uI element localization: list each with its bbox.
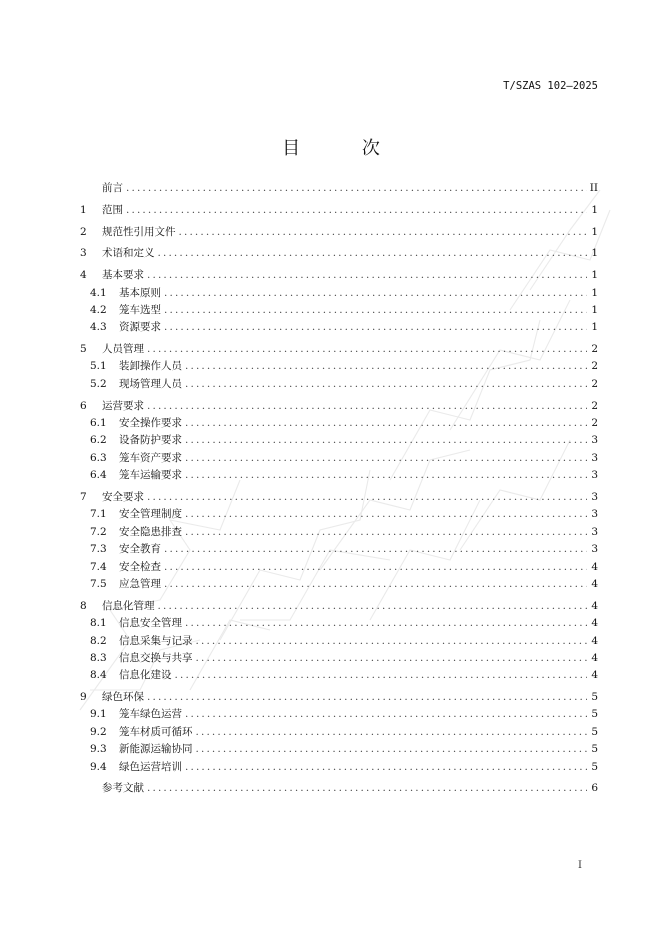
toc-entry[interactable] [80,524,598,541]
toc-entry-page: 2 [591,377,598,390]
toc-entry[interactable] [80,341,598,358]
dot-leader [196,741,588,758]
toc-entry-number: 6.3 [90,451,107,464]
toc-entry-page: 2 [591,343,598,356]
document-id: T/SZAS 102—2025 [503,80,598,92]
dot-leader [164,285,587,302]
toc-entry-page: 4 [591,651,598,664]
toc-entry-number: 2 [80,225,87,238]
toc-entry-number: 8.1 [90,617,107,630]
toc-entry-page: 1 [591,269,598,282]
toc-entry-number: 6.4 [90,469,107,482]
toc-entry[interactable] [80,506,598,523]
toc-entry-label: 安全隐患排查 [119,525,182,538]
dot-leader [196,650,588,667]
toc-entry-page: 3 [591,543,598,556]
toc-entry-page: 4 [591,560,598,573]
toc-entry[interactable] [80,467,598,484]
toc-entry-page: 5 [591,708,598,721]
toc-entry-page: 1 [591,303,598,316]
dot-leader [147,267,587,284]
toc-entry-page: 3 [591,434,598,447]
toc-entry-label: 信息化管理 [102,599,155,612]
dot-leader [158,598,588,615]
toc-entry[interactable] [80,706,598,723]
dot-leader [185,467,587,484]
toc-entry-label: 安全要求 [102,490,144,503]
toc-entry[interactable] [80,576,598,593]
dot-leader [185,358,587,375]
toc-entry-label: 安全管理制度 [119,508,182,521]
toc-entry-label: 笼车选型 [119,303,161,316]
toc-entry-number: 7.3 [90,543,107,556]
toc-entry-number: 8.3 [90,651,107,664]
toc-entry-number: 8 [80,599,87,612]
toc-entry-number: 7.4 [90,560,107,573]
dot-leader [185,376,587,393]
toc-entry-page: 1 [591,247,598,260]
dot-leader [185,415,587,432]
toc-entry[interactable] [80,559,598,576]
toc-entry[interactable] [80,689,598,706]
dot-leader [196,724,588,741]
toc-entry[interactable] [80,245,598,262]
toc-entry[interactable] [80,358,598,375]
table-of-contents [80,180,598,798]
toc-entry-label: 信息安全管理 [119,617,182,630]
toc-entry-label: 信息化建设 [119,669,172,682]
toc-entry-page: 5 [591,725,598,738]
toc-entry-number: 4.2 [90,303,107,316]
toc-entry[interactable] [80,202,598,219]
toc-entry-label: 笼车材质可循环 [119,725,193,738]
toc-entry-page: 2 [591,399,598,412]
dot-leader [185,524,587,541]
toc-entry[interactable] [80,224,598,241]
toc-entry-label: 基本原则 [119,286,161,299]
toc-entry-page: 6 [591,782,598,795]
toc-entry-label: 绿色环保 [102,691,144,704]
toc-entry-label: 设备防护要求 [119,434,182,447]
toc-entry-page: 4 [591,617,598,630]
toc-entry-label: 笼车资产要求 [119,451,182,464]
toc-entry-label: 范围 [102,203,123,216]
toc-entry-label: 安全检查 [119,560,161,573]
toc-entry-label: 装卸操作人员 [119,360,182,373]
toc-entry-number: 6 [80,399,87,412]
dot-leader [147,780,587,797]
toc-entry-page: 1 [591,225,598,238]
toc-entry-label: 前言 [102,182,123,194]
dot-leader [147,341,587,358]
toc-entry[interactable] [80,724,598,741]
dot-leader [175,667,588,684]
toc-entry[interactable] [80,780,598,797]
toc-entry-label: 笼车运输要求 [119,469,182,482]
toc-entry-number: 7.5 [90,577,107,590]
toc-entry[interactable] [80,267,598,284]
toc-entry-label: 人员管理 [102,343,144,356]
toc-entry[interactable] [80,450,598,467]
dot-leader [126,180,587,197]
dot-leader [164,559,587,576]
toc-entry-number: 9.4 [90,760,107,773]
dot-leader [185,759,587,776]
toc-entry-label: 信息采集与记录 [119,634,193,647]
toc-entry-number: 9 [80,691,87,704]
dot-leader [185,432,587,449]
toc-entry-page: 4 [591,577,598,590]
toc-entry-page: 2 [591,360,598,373]
toc-entry-label: 新能源运输协同 [119,743,193,756]
dot-leader [185,450,587,467]
toc-entry-number: 9.1 [90,708,107,721]
toc-entry-page: 5 [591,743,598,756]
dot-leader [185,615,587,632]
toc-entry-page: 3 [591,451,598,464]
toc-entry-number: 3 [80,247,87,260]
toc-entry-page: 5 [591,691,598,704]
toc-entry-label: 术语和定义 [102,247,155,260]
toc-entry[interactable] [80,650,598,667]
dot-leader [185,506,587,523]
dot-leader [164,576,587,593]
toc-entry-page: 4 [591,669,598,682]
dot-leader [164,541,587,558]
toc-entry-page: 2 [591,417,598,430]
toc-entry[interactable] [80,302,598,319]
dot-leader [147,489,587,506]
toc-entry-number: 9.2 [90,725,107,738]
dot-leader [126,202,587,219]
page-title: 目 次 [282,138,408,159]
toc-entry-page: 1 [591,321,598,334]
toc-entry-number: 4.1 [90,286,107,299]
toc-entry-number: 1 [80,203,87,216]
toc-entry-number: 6.2 [90,434,107,447]
toc-entry-label: 规范性引用文件 [102,225,176,238]
toc-entry-page: 1 [591,286,598,299]
toc-entry-label: 参考文献 [102,782,144,795]
toc-entry-label: 安全操作要求 [119,417,182,430]
toc-entry-number: 8.2 [90,634,107,647]
toc-entry-number: 7.2 [90,525,107,538]
toc-entry[interactable] [80,489,598,506]
dot-leader [158,245,588,262]
toc-entry-label: 基本要求 [102,269,144,282]
toc-entry-number: 9.3 [90,743,107,756]
toc-entry[interactable] [80,432,598,449]
toc-entry[interactable] [80,415,598,432]
toc-entry-label: 现场管理人员 [119,377,182,390]
toc-entry-label: 应急管理 [119,577,161,590]
toc-entry-label: 安全教育 [119,543,161,556]
dot-leader [164,302,587,319]
toc-entry-label: 绿色运营培训 [119,760,182,773]
toc-entry-number: 5.2 [90,377,107,390]
toc-entry-number: 5 [80,343,87,356]
toc-entry-number: 6.1 [90,417,107,430]
toc-entry-label: 笼车绿色运营 [119,708,182,721]
toc-entry-number: 7.1 [90,508,107,521]
toc-entry-number: 4 [80,269,87,282]
page-number: I [578,860,582,871]
toc-entry-page: 4 [591,634,598,647]
toc-entry[interactable] [80,398,598,415]
toc-entry-page: II [589,182,598,194]
toc-entry-number: 5.1 [90,360,107,373]
dot-leader [179,224,588,241]
toc-entry-page: 3 [591,490,598,503]
toc-entry[interactable] [80,667,598,684]
toc-entry-page: 4 [591,599,598,612]
toc-entry[interactable] [80,319,598,336]
toc-entry[interactable] [80,180,598,197]
toc-entry-number: 4.3 [90,321,107,334]
toc-entry-label: 资源要求 [119,321,161,334]
dot-leader [164,319,587,336]
toc-entry[interactable] [80,285,598,302]
toc-entry[interactable] [80,615,598,632]
toc-entry-page: 5 [591,760,598,773]
toc-entry-number: 8.4 [90,669,107,682]
toc-entry-page: 3 [591,508,598,521]
toc-entry-page: 3 [591,525,598,538]
toc-entry-label: 信息交换与共享 [119,651,193,664]
toc-entry-page: 1 [591,203,598,216]
toc-entry[interactable] [80,759,598,776]
toc-entry-page: 3 [591,469,598,482]
dot-leader [185,706,587,723]
dot-leader [196,633,588,650]
toc-entry[interactable] [80,633,598,650]
toc-entry-number: 7 [80,490,87,503]
dot-leader [147,689,587,706]
toc-entry[interactable] [80,741,598,758]
toc-entry[interactable] [80,541,598,558]
dot-leader [147,398,587,415]
toc-entry-label: 运营要求 [102,399,144,412]
toc-entry[interactable] [80,376,598,393]
toc-entry[interactable] [80,598,598,615]
